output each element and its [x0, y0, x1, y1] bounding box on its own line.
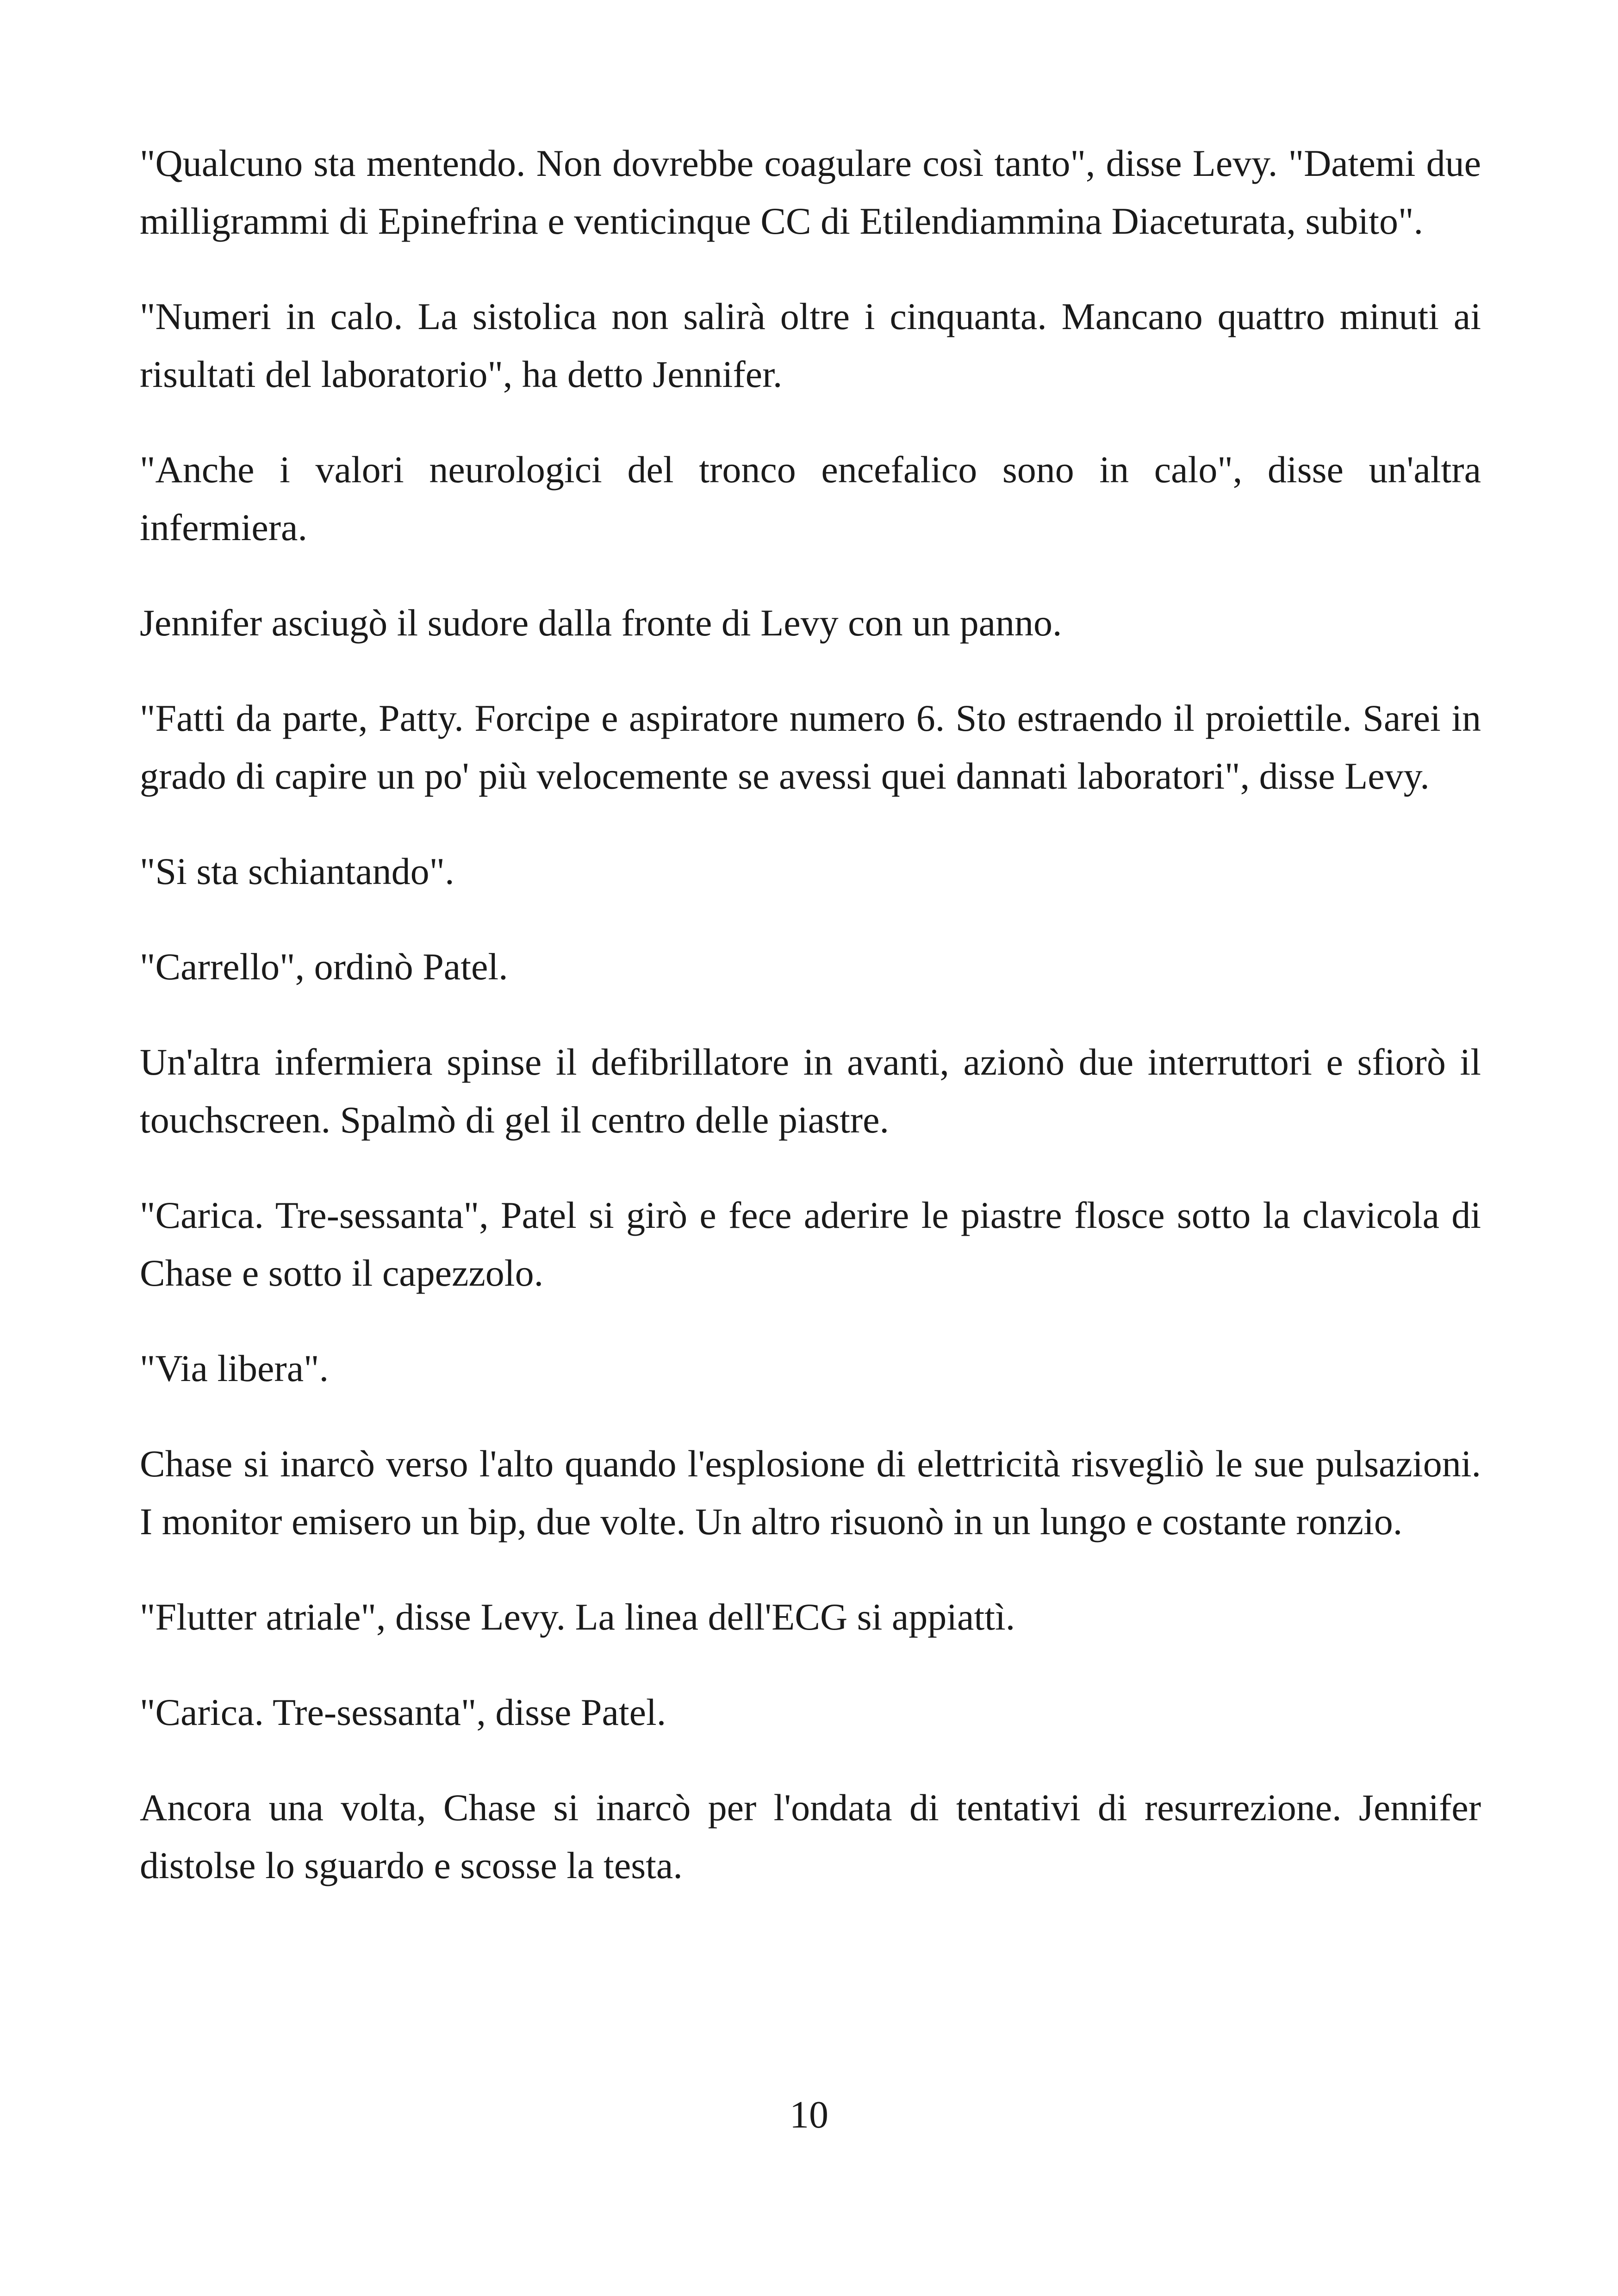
paragraph: "Si sta schiantando". — [140, 850, 454, 892]
body-text — [140, 134, 1481, 1932]
paragraph: "Flutter atriale", disse Levy. La linea dell'ECG si appiattì. — [140, 1596, 1015, 1638]
paragraph: "Carica. Tre-sessanta", Patel si girò e fece aderire le piastre flosce sotto la clavicola di Chase e sotto il capezzolo. — [140, 1194, 1481, 1294]
page-number: 10 — [790, 2093, 828, 2136]
paragraph: "Anche i valori neurologici del tronco encefalico sono in calo", disse un'altra infermiera. — [140, 448, 1481, 548]
paragraph: "Numeri in calo. La sistolica non salirà oltre i cinquanta. Mancano quattro minuti ai risultati del laboratorio", ha detto Jennifer. — [140, 295, 1481, 395]
paragraph: "Via libera". — [140, 1347, 329, 1389]
paragraph: "Carica. Tre-sessanta", disse Patel. — [140, 1691, 666, 1733]
paragraph: Jennifer asciugò il sudore dalla fronte di Levy con un panno. — [140, 602, 1062, 644]
paragraph: "Fatti da parte, Patty. Forcipe e aspiratore numero 6. Sto estraendo il proiettile. Sarei in grado di capire un po' più velocemente se avessi quei dannati laboratori", disse Levy. — [140, 697, 1481, 797]
paragraph: Ancora una volta, Chase si inarcò per l'ondata di tentativi di resurrezione. Jennifer distolse lo sguardo e scosse la testa. — [140, 1786, 1481, 1886]
paragraph: Chase si inarcò verso l'alto quando l'esplosione di elettricità risvegliò le sue pulsazioni. I monitor emisero un bip, due volte. Un altro risuonò in un lungo e costante ronzio. — [140, 1443, 1481, 1543]
paragraph: "Carrello", ordinò Patel. — [140, 946, 508, 988]
paragraph: "Qualcuno sta mentendo. Non dovrebbe coagulare così tanto", disse Levy. "Datemi due milligrammi di Epinefrina e venticinque CC di Etilendiammina Diaceturata, subito". — [140, 142, 1481, 242]
paragraph: Un'altra infermiera spinse il defibrillatore in avanti, azionò due interruttori e sfiorò il touchscreen. Spalmò di gel il centro delle piastre. — [140, 1041, 1481, 1141]
